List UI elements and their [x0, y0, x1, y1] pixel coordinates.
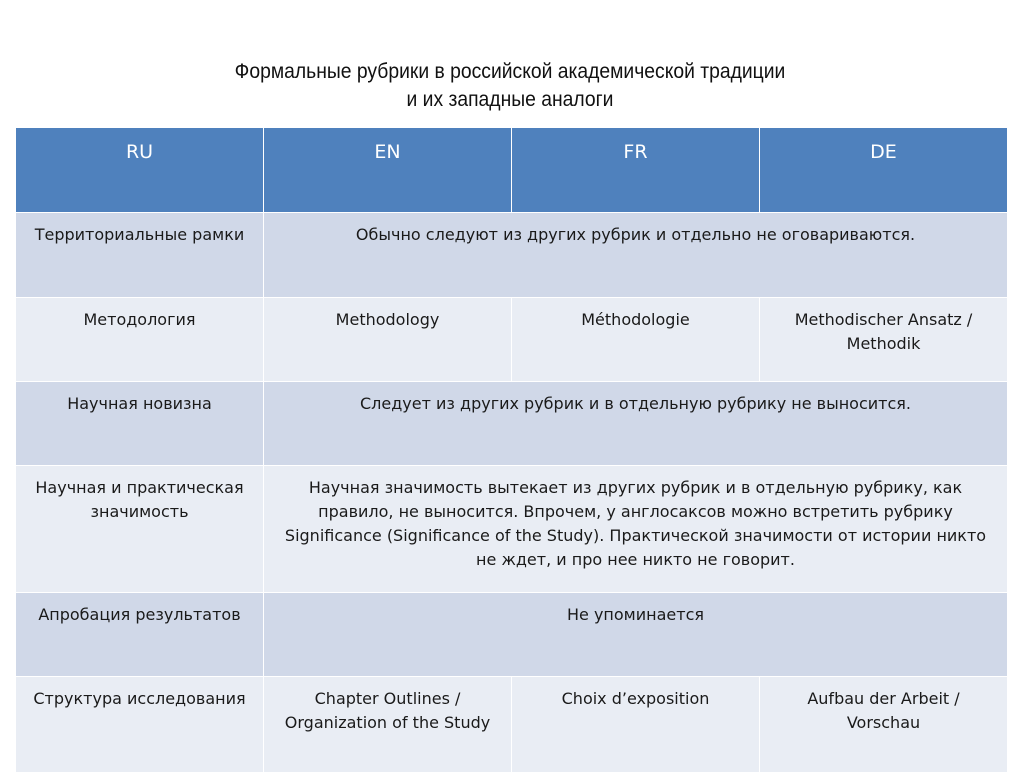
cell-ru: Апробация результатов [16, 593, 264, 677]
title-line-1: Формальные рубрики в российской академической традиции [234, 60, 786, 83]
cell-ru: Научная и практическая значимость [16, 466, 264, 593]
cell-de: Aufbau der Arbeit / Vorschau [760, 677, 1008, 773]
table-row [16, 213, 1008, 298]
cell-ru: Структура исследования [16, 677, 264, 773]
cell-merged: Научная значимость вытекает из других рубрик и в отдельную рубрику, как правило, не выносится. Впрочем, у англосаксов можно встретить рубрику Significance (Significance of the Study). Практической значимости от истории никто не ждет, и про нее никто не говорит. [264, 466, 1008, 593]
rubrics-table [15, 127, 1008, 773]
cell-en: Chapter Outlines / Organization of the Study [264, 677, 512, 773]
table-row [16, 298, 1008, 382]
slide-title [225, 58, 795, 114]
cell-de: Methodischer Ansatz / Methodik [760, 298, 1008, 382]
table-row [16, 593, 1008, 677]
cell-ru: Методология [16, 298, 264, 382]
title-line-2: и их западные аналоги [406, 88, 614, 111]
cell-merged: Следует из других рубрик и в отдельную рубрику не выносится. [264, 382, 1008, 466]
cell-en: Methodology [264, 298, 512, 382]
header-fr: FR [512, 128, 760, 213]
table-row [16, 677, 1008, 773]
cell-fr: Choix d’exposition [512, 677, 760, 773]
table-row [16, 382, 1008, 466]
cell-merged: Не упоминается [264, 593, 1008, 677]
header-row [16, 128, 1008, 213]
cell-ru: Научная новизна [16, 382, 264, 466]
cell-merged: Обычно следуют из других рубрик и отдельно не оговариваются. [264, 213, 1008, 298]
header-de: DE [760, 128, 1008, 213]
table-row [16, 466, 1008, 593]
header-en: EN [264, 128, 512, 213]
cell-ru: Территориальные рамки [16, 213, 264, 298]
cell-fr: Méthodologie [512, 298, 760, 382]
header-ru: RU [16, 128, 264, 213]
